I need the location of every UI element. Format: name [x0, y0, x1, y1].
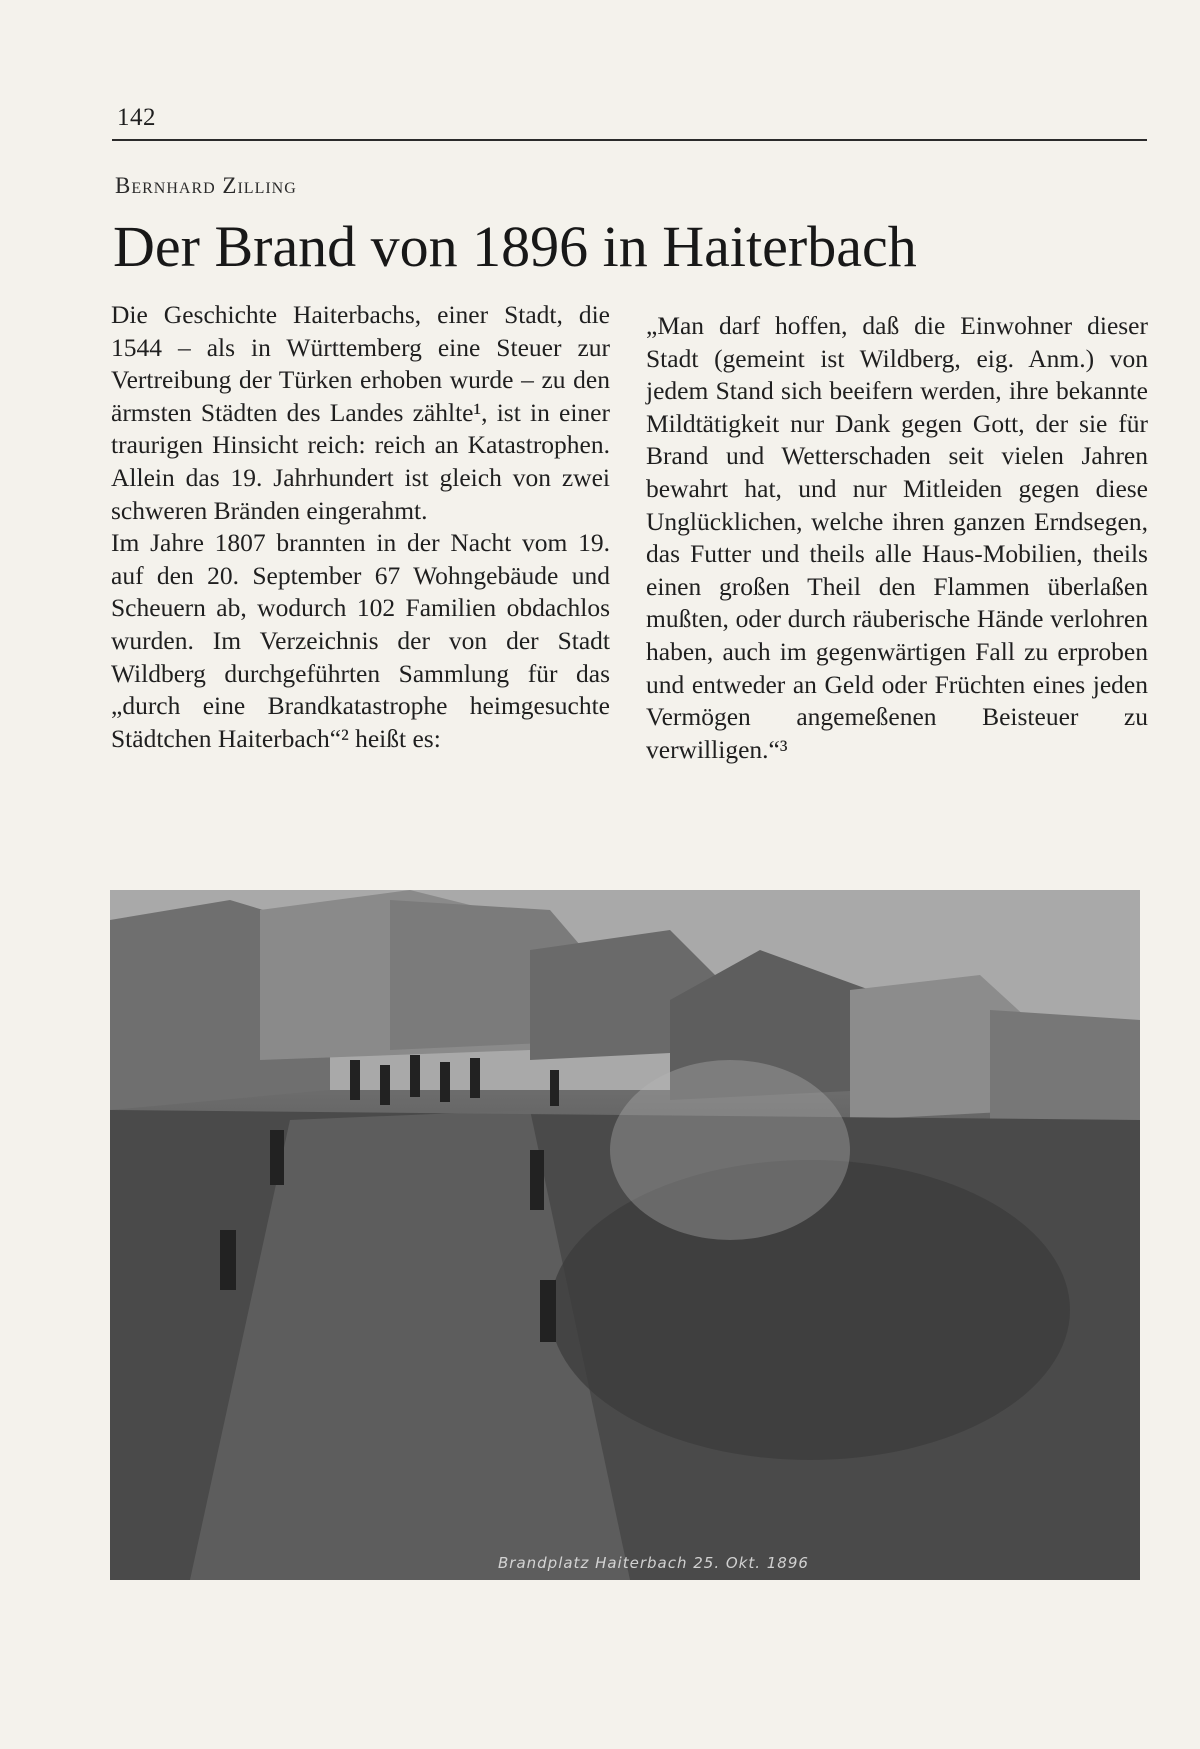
paragraph-1807-fire: Im Jahre 1807 brannten in der Nacht vom 19. auf den 20. September 67 Wohngebäude und Scheuern ab, wodurch 102 Familien obdachlos wurden. Im Verzeichnis der von der Stadt Wildberg durchgeführten Sammlung für das „durch eine Brandkatastrophe heimgesuchte Städtchen Haiterbach“² heißt es: [111, 528, 610, 753]
photo-person [440, 1062, 450, 1102]
photo-person [270, 1130, 284, 1185]
photo-person [550, 1070, 559, 1106]
photo-person [410, 1055, 420, 1097]
article-title: Der Brand von 1896 in Haiterbach [113, 214, 917, 279]
photo-person [380, 1065, 390, 1105]
right-column [646, 310, 1148, 766]
header-rule [112, 139, 1147, 141]
photo-smoke [610, 1060, 850, 1240]
photo-illustration [110, 890, 1140, 1580]
photo-person [350, 1060, 360, 1100]
photo-house-far-right [990, 1010, 1140, 1130]
photo-person [220, 1230, 236, 1290]
photo-caption: Brandplatz Haiterbach 25. Okt. 1896 [498, 1554, 809, 1572]
paragraph-intro: Die Geschichte Haiterbachs, einer Stadt, die 1544 – als in Württemberg eine Steuer zur Vertreibung der Türken erhoben wurde – zu den ärmsten Städten des Landes zählte¹, ist in einer traurigen Hinsicht reich: reich an Katastrophen. Allein das 19. Jahrhundert ist gleich von zwei schweren Bränden eingerahmt. [111, 300, 610, 525]
quote-paragraph: „Man darf hoffen, daß die Einwohner dieser Stadt (gemeint ist Wildberg, eig. Anm.) von jedem Stand sich beeifern werden, ihre bekannte Mildtätigkeit nur Dank gegen Gott, der sie für Brand und Wetterschaden seit vielen Jahren bewahrt hat, und nur Mitleiden gegen diese Unglücklichen, welche ihren ganzen Erndsegen, das Futter und theils alle Haus-Mobilien, theils einen großen Theil den Flammen überlaßen mußten, oder durch räuberische Hände verlohren haben, auch im gegenwärtigen Fall zu erproben und entweder an Geld oder Früchten eines jeden Vermögen angemeßenen Beisteuer zu verwilligen.“³ [646, 311, 1148, 764]
page-number: 142 [117, 104, 156, 131]
photo-person [530, 1150, 544, 1210]
fire-ruins-photo [110, 890, 1140, 1580]
photo-person [470, 1058, 480, 1098]
photo-person [540, 1280, 556, 1342]
author-name: Bernhard Zilling [115, 173, 297, 198]
left-column [111, 299, 610, 755]
